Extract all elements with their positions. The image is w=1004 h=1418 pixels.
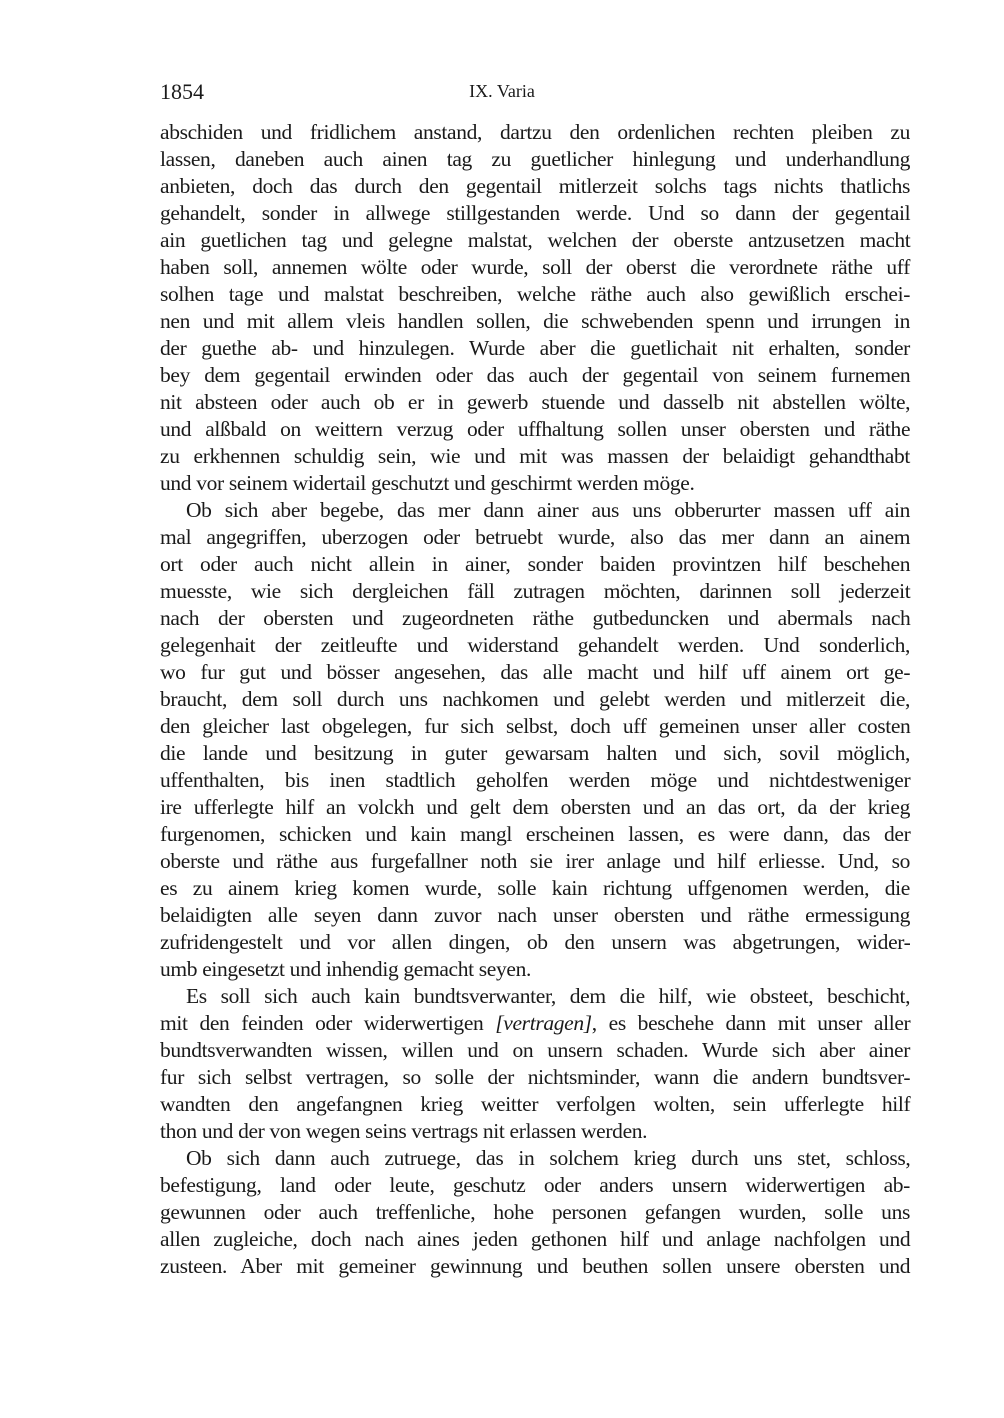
text-line: solhen tage und malstat beschreiben, welche räthe auch also gewißlich erschei- (160, 282, 910, 306)
text-line: Ob sich aber begebe, das mer dann ainer aus uns obberurter massen uff ain (186, 498, 910, 522)
text-line: belaidigten alle seyen dann zuvor nach unser obersten und räthe ermessigung (160, 903, 910, 927)
text-line: uffenthalten, bis inen stadtlich geholfen werden möge und nichtdestweniger (160, 768, 911, 792)
text-line: den gleicher last obgelegen, fur sich selbst, doch uff gemeinen unser aller costen (160, 714, 911, 738)
text-line: lassen, daneben auch ainen tag zu guetlicher hinlegung und underhandlung (160, 147, 910, 171)
text-line: fur sich selbst vertragen, so solle der nichtsminder, wann die andern bundtsver- (160, 1065, 911, 1089)
text-line: wandten den angefangnen krieg weitter verfolgen wolten, sein ufferlegte hilf (160, 1092, 911, 1116)
text-line: wo fur gut und bösser angesehen, das alle macht und hilf uff ainem ort ge- (160, 660, 911, 684)
text-line: nen und mit allem vleis handlen sollen, die schwebenden spenn und irrungen in (160, 309, 910, 333)
text-line: haben soll, annemen wölte oder wurde, soll der oberst die verordnete räthe uff (160, 255, 910, 279)
editorial-insertion: [vertragen] (495, 1011, 592, 1035)
text-line: umb eingesetzt und inhendig gemacht seyen. (160, 957, 531, 981)
text-line: oberste und räthe aus furgefallner noth sie irer anlage und hilf erliesse. Und, so (160, 849, 910, 873)
text-line: der guethe ab- und hinzulegen. Wurde aber die guetlichait nit erhalten, sonder (160, 336, 910, 360)
text-line: Es soll sich auch kain bundtsverwanter, dem die hilf, wie obsteet, beschicht, (186, 984, 911, 1008)
text-line: zufridengestelt und vor allen dingen, ob den unsern was abgetrungen, wider- (160, 930, 911, 954)
text-line: anbieten, doch das durch den gegentail mitlerzeit solchs tags nichts thatlichs (160, 174, 910, 198)
text-line: mal angegriffen, uberzogen oder betruebt wurde, also das mer dann an ainem (160, 525, 911, 549)
text-line: furgenomen, schicken und kain mangl erscheinen lassen, es were dann, das der (160, 822, 911, 846)
text-line: ort oder auch nicht allein in ainer, sonder baiden provintzen hilf beschehen (160, 552, 911, 576)
text-line: zusteen. Aber mit gemeiner gewinnung und beuthen sollen unsere obersten und (160, 1254, 911, 1278)
text-line: und vor seinem widertail geschutzt und geschirmt werden möge. (160, 471, 695, 495)
text-line: befestigung, land oder leute, geschutz oder anders unsern widerwertigen ab- (160, 1173, 910, 1197)
text-line: allen zugleiche, doch nach aines jeden gethonen hilf und anlage nachfolgen und (160, 1227, 911, 1251)
text-line: ire ufferlegte hilf an volckh und gelt dem obersten und an das ort, da der krieg (160, 795, 910, 819)
text-line: gewunnen oder auch treffenliche, hohe personen gefangen wurden, solle uns (160, 1200, 910, 1224)
text-line: gelegenhait der zeitleufte und widerstand gehandelt werden. Und sonderlich, (160, 633, 911, 657)
text-line: abschiden und fridlichem anstand, dartzu den ordenlichen rechten pleiben zu (160, 120, 911, 144)
paragraph (160, 119, 910, 497)
text-line: zu erkhennen schuldig sein, wie und mit was massen der belaidigt gehandthabt (160, 444, 910, 468)
text-line: thon und der von wegen seins vertrags nit erlassen werden. (160, 1119, 648, 1143)
text-line: und alßbald on weittern verzug oder uffhaltung sollen unser obersten und räthe (160, 417, 911, 441)
text-line: muesste, wie sich dergleichen fäll zutragen möchten, darinnen soll jederzeit (160, 579, 911, 603)
text-line: Ob sich dann auch zutruege, das in solchem krieg durch uns stet, schloss, (186, 1146, 911, 1170)
text-line: braucht, dem soll durch uns nachkomen und gelebt werden und mitlerzeit die, (160, 687, 911, 711)
paragraph (160, 1145, 910, 1280)
text-line: die lande und besitzung in guter gewarsam halten und sich, sovil möglich, (160, 741, 910, 765)
text-line: nach der obersten und zugeordneten räthe gutbeduncken und abermals nach (160, 606, 911, 630)
body-text (160, 119, 910, 1280)
text-line: ain guetlichen tag und gelegne malstat, welchen der oberste antzusetzen macht (160, 228, 911, 252)
paragraph (160, 497, 910, 983)
text-line: nit absteen oder auch ob er in gewerb stuende und dasselb nit abstellen wölte, (160, 390, 911, 414)
page-number: 1854 (160, 79, 204, 104)
paragraph (160, 983, 910, 1145)
running-head: IX. Varia (469, 81, 535, 101)
text-line: gehandelt, sonder in allwege stillgestanden werde. Und so dann der gegentail (160, 201, 911, 225)
text-line: bey dem gegentail erwinden oder das auch der gegentail von seinem furnemen (160, 363, 911, 387)
text-line: mit den feinden oder widerwertigen [vertragen], es beschehe dann mit unser aller (160, 1011, 911, 1035)
text-line: es zu ainem krieg komen wurde, solle kain richtung uffgenomen werden, die (160, 876, 910, 900)
text-line: bundtsverwandten wissen, willen und on unsern schaden. Wurde sich aber ainer (160, 1038, 910, 1062)
